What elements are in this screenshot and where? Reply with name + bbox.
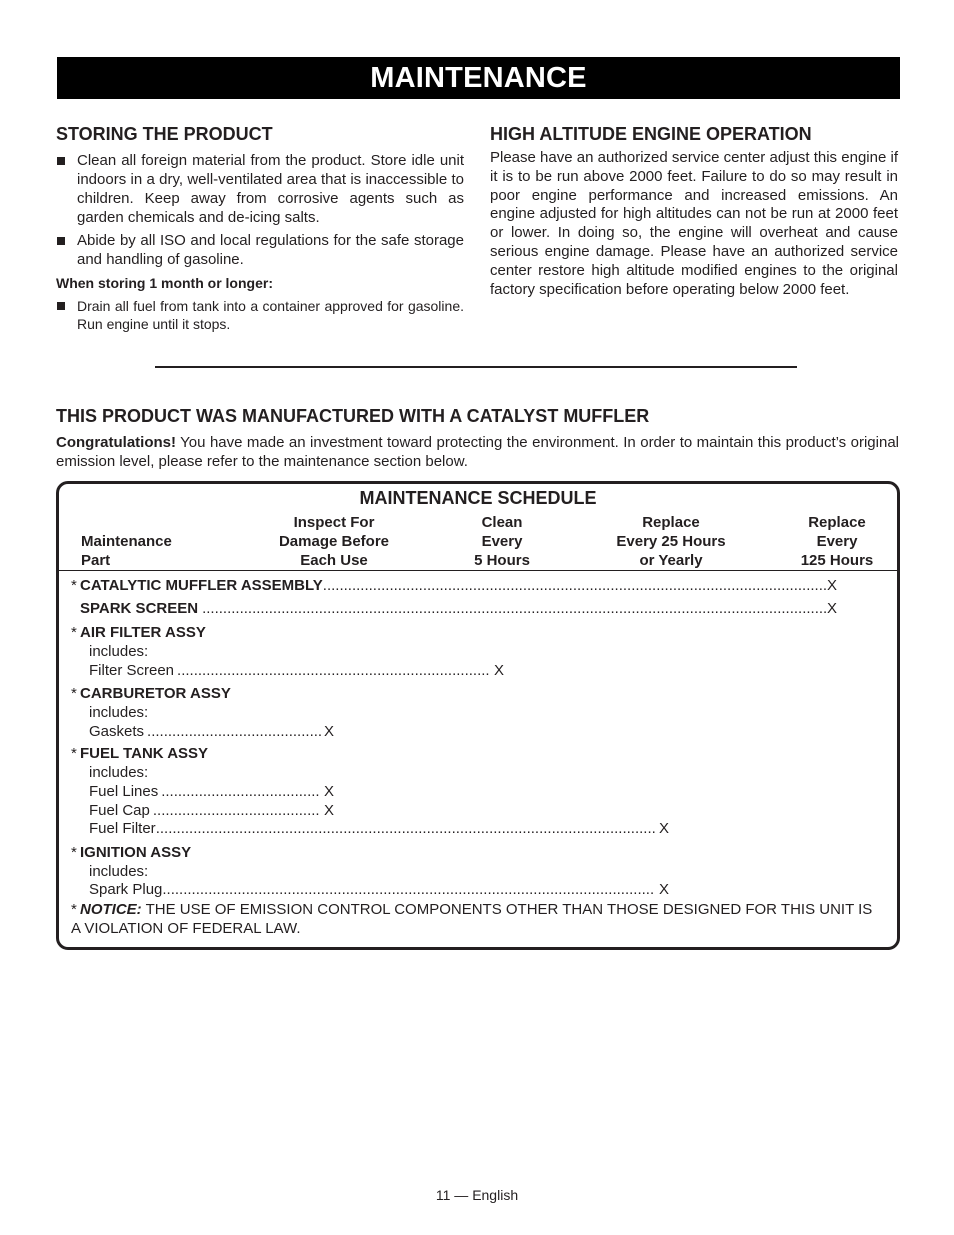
schedule-mark: X	[323, 802, 334, 819]
table-row	[71, 843, 191, 862]
column-header-line: Every	[816, 533, 858, 550]
storing-section	[56, 122, 464, 333]
notice-label: NOTICE:	[80, 901, 142, 918]
includes-label: includes:	[89, 863, 149, 880]
list-item	[56, 151, 464, 227]
header-divider	[59, 570, 897, 571]
bullet-text: Abide by all ISO and local regulations for the safe storage and handling of gasoline.	[77, 232, 464, 268]
column-header-part	[81, 532, 172, 570]
schedule-mark: X	[826, 577, 837, 594]
dot-leader	[150, 801, 321, 820]
column-header-line: 5 Hours	[474, 552, 530, 569]
bullet-text: Clean all foreign material from the product. Store idle unit indoors in a dry, well-ventilated area that is inaccessible to children. Keep away from corrosive agents such as garden chemicals and de-icing salts.	[77, 152, 464, 226]
includes-label: includes:	[89, 704, 149, 721]
column-header-line: or Yearly	[639, 552, 703, 569]
row-label: Spark Plug	[89, 881, 163, 898]
list-item	[56, 231, 464, 269]
table-row	[71, 576, 837, 595]
table-row	[71, 684, 231, 703]
column-header-line: Every 25 Hours	[616, 533, 726, 550]
page-title: MAINTENANCE	[57, 57, 900, 99]
column-header-line: Damage Before	[278, 533, 390, 550]
schedule-mark: X	[493, 662, 504, 679]
schedule-mark: X	[826, 600, 837, 617]
catalyst-lead: Congratulations!	[56, 434, 176, 451]
row-label: Filter Screen	[89, 662, 175, 679]
row-label: FUEL TANK ASSY	[80, 745, 209, 762]
column-header-line: Maintenance	[81, 533, 172, 550]
row-label: CATALYTIC MUFFLER ASSEMBLY	[80, 577, 323, 594]
table-row	[89, 819, 669, 838]
catalyst-text	[56, 433, 899, 471]
row-label: SPARK SCREEN	[80, 600, 199, 617]
column-header-line: Replace	[642, 514, 700, 531]
includes-label: includes:	[89, 764, 149, 781]
page-number: 11 — English	[435, 1187, 519, 1203]
altitude-heading: HIGH ALTITUDE ENGINE OPERATION	[490, 124, 812, 144]
schedule-mark: X	[323, 723, 334, 740]
table-row	[89, 722, 334, 741]
square-bullet-icon	[57, 157, 65, 165]
column-header-line: Every	[481, 533, 523, 550]
column-header-line: Part	[81, 552, 111, 569]
dot-leader	[198, 599, 826, 618]
row-label: IGNITION ASSY	[80, 844, 192, 861]
schedule-title: MAINTENANCE SCHEDULE	[359, 488, 597, 508]
federal-law-notice	[71, 900, 881, 938]
row-label: Fuel Lines	[89, 783, 159, 800]
table-row	[89, 801, 334, 820]
list-item	[56, 297, 464, 333]
row-label: CARBURETOR ASSY	[80, 685, 231, 702]
square-bullet-icon	[57, 302, 65, 310]
row-label: Gaskets	[89, 723, 145, 740]
maintenance-schedule	[56, 481, 900, 950]
column-header-line: 125 Hours	[800, 552, 874, 569]
altitude-section	[490, 122, 898, 299]
column-header-line: Replace	[808, 514, 866, 531]
row-label: Fuel Cap	[89, 802, 150, 819]
includes-label: includes:	[89, 643, 149, 660]
dot-leader	[162, 880, 655, 899]
dot-leader	[144, 722, 321, 741]
storing-subheading: When storing 1 month or longer:	[56, 275, 273, 291]
section-divider	[155, 366, 797, 368]
asterisk-marker: *	[71, 685, 77, 702]
asterisk-marker: *	[71, 745, 77, 762]
table-row	[80, 599, 837, 618]
dot-leader	[174, 661, 490, 680]
notice-text: THE USE OF EMISSION CONTROL COMPONENTS OTHER THAN THOSE DESIGNED FOR THIS UNIT IS A VIOLATION OF FEDERAL LAW.	[71, 901, 873, 937]
schedule-mark: X	[658, 881, 669, 898]
column-header-inspect	[264, 513, 404, 570]
altitude-text: Please have an authorized service center adjust this engine if it is to be run above 2000 feet. Failure to do so may result in poor engine performance and increased emissions. An engine adjusted for high altitudes can not be run at 2000 feet or lower. In doing so, the engine will overheat and cause serious engine damage. Please have an authorized service center restore high altitude modified engines to the original factory specification before operating below 2000 feet.	[490, 149, 898, 298]
row-label: Fuel Filter	[89, 820, 156, 837]
asterisk-marker: *	[71, 844, 77, 861]
dot-leader	[156, 819, 655, 838]
table-row	[71, 744, 208, 763]
table-row	[89, 880, 669, 899]
column-header-replace-125	[777, 513, 897, 570]
schedule-mark: X	[658, 820, 669, 837]
column-header-line: Inspect For	[293, 514, 375, 531]
asterisk-marker: *	[71, 577, 77, 594]
column-header-line: Clean	[481, 514, 523, 531]
bullet-text: Drain all fuel from tank into a container approved for gasoline. Run engine until it stops.	[77, 298, 464, 332]
table-row	[89, 661, 504, 680]
catalyst-body: You have made an investment toward protecting the environment. In order to maintain this product’s original emission level, please refer to the maintenance section below.	[56, 434, 899, 470]
table-row	[89, 782, 334, 801]
schedule-mark: X	[323, 783, 334, 800]
asterisk-marker: *	[71, 624, 77, 641]
table-row	[71, 623, 206, 642]
storing-heading: STORING THE PRODUCT	[56, 124, 273, 144]
row-label: AIR FILTER ASSY	[80, 624, 206, 641]
catalyst-section	[56, 404, 899, 471]
column-header-replace-25	[601, 513, 741, 570]
catalyst-heading: THIS PRODUCT WAS MANUFACTURED WITH A CATALYST MUFFLER	[56, 406, 650, 426]
column-header-clean	[452, 513, 552, 570]
dot-leader	[323, 576, 826, 595]
asterisk-marker: *	[71, 901, 77, 918]
column-header-line: Each Use	[300, 552, 368, 569]
square-bullet-icon	[57, 237, 65, 245]
dot-leader	[158, 782, 321, 801]
